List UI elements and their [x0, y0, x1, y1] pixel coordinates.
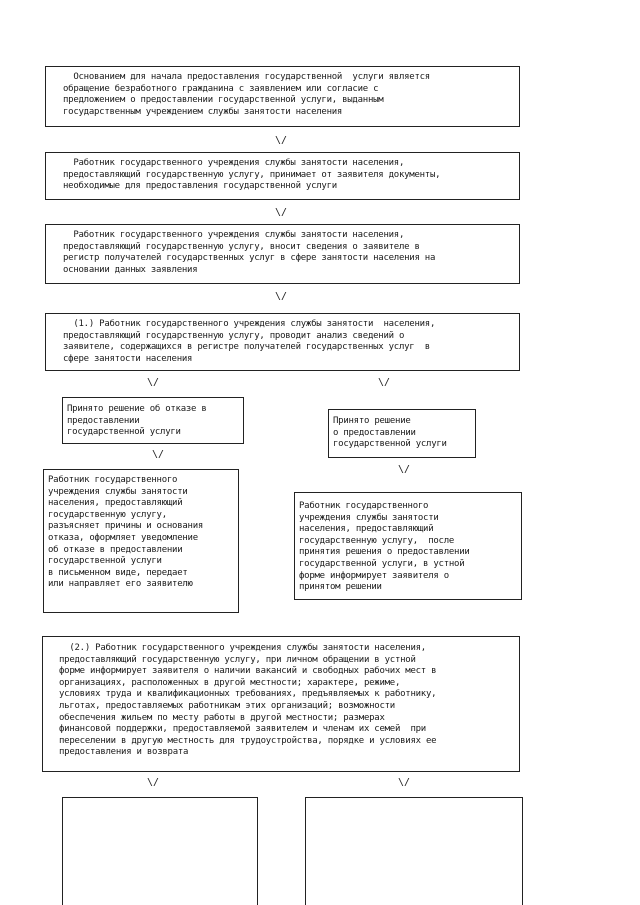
refusal-decision-box	[62, 397, 244, 444]
approval-decision-box	[328, 409, 476, 458]
step-2-text: Работник государственного учреждения службы занятости населения, предоставляющий государственную услугу, принимает от заявителя документы, необходимые для предоставления государственной услуги	[63, 158, 441, 192]
arrow-down-icon: \/	[147, 777, 160, 788]
arrow-down-icon: \/	[398, 464, 411, 475]
arrow-down-icon: \/	[152, 449, 165, 460]
arrow-down-icon: \/	[147, 377, 160, 388]
refusal-decision-text: Принято решение об отказе в предоставлении государственной услуги	[67, 404, 207, 438]
arrow-down-icon: \/	[275, 291, 288, 302]
step-5-text: (2.) Работник государственного учреждения службы занятости населения, предоставляющий государственную услугу, при личном обращении в устной форме информирует заявителя о наличии вакансий и свободных рабочих мест в организациях, расположенных в другой местности; характере, режиме, условиях труда и квалификационных требованиях, предъявляемых к работнику, льготах, предоставляемых работникам этих организаций; возможности обеспечения жильем по месту работы в другой местности; размерах финансовой поддержки, предоставляемой заявителем и членам их семей при переселении в другую местность для трудоустройства, порядке и условиях ее предоставления и возврата	[59, 643, 437, 758]
arrow-down-icon: \/	[378, 377, 391, 388]
step-1-text: Основанием для начала предоставления государственной услуги является обращение безработного гражданина с заявлением или согласие с предложением о предоставлении государственной услуги, выданным государственным учреждением службы занятости населения	[63, 72, 430, 117]
step-5-box	[42, 636, 520, 772]
step-4-text: (1.) Работник государственного учреждения службы занятости населения, предоставляющий государственную услугу, проводит анализ сведений о заявителе, содержащихся в регистре получателей государственных услуг в сфере занятости населения	[63, 319, 436, 364]
approval-decision-text: Принято решение о предоставлении государственной услуги	[333, 416, 447, 450]
step-4-box	[45, 313, 520, 371]
approval-action-box	[294, 492, 522, 600]
step-1-box	[45, 66, 520, 127]
arrow-down-icon: \/	[275, 207, 288, 218]
arrow-down-icon: \/	[275, 135, 288, 146]
step-2-box	[45, 152, 520, 200]
approval-action-text: Работник государственного учреждения службы занятости населения, предоставляющий государственную услугу, после принятия решения о предоставлении государственной услуги, в устной форме информирует заявителя о принятом решении	[299, 501, 470, 593]
next-step-left-box	[62, 797, 258, 905]
refusal-action-text: Работник государственного учреждения службы занятости населения, предоставляющий государственную услугу, разъясняет причины и основания отказа, оформляет уведомление об отказе в предоставлении государственной услуги в письменном виде, передает или направляет его заявителю	[48, 475, 204, 590]
arrow-down-icon: \/	[398, 777, 411, 788]
step-3-text: Работник государственного учреждения службы занятости населения, предоставляющий государственную услугу, вносит сведения о заявителе в регистр получателей государственных услуг в сфере занятости населения на основании данных заявления	[63, 230, 436, 275]
next-step-right-box	[305, 797, 523, 905]
step-3-box	[45, 224, 520, 284]
refusal-action-box	[43, 469, 239, 613]
